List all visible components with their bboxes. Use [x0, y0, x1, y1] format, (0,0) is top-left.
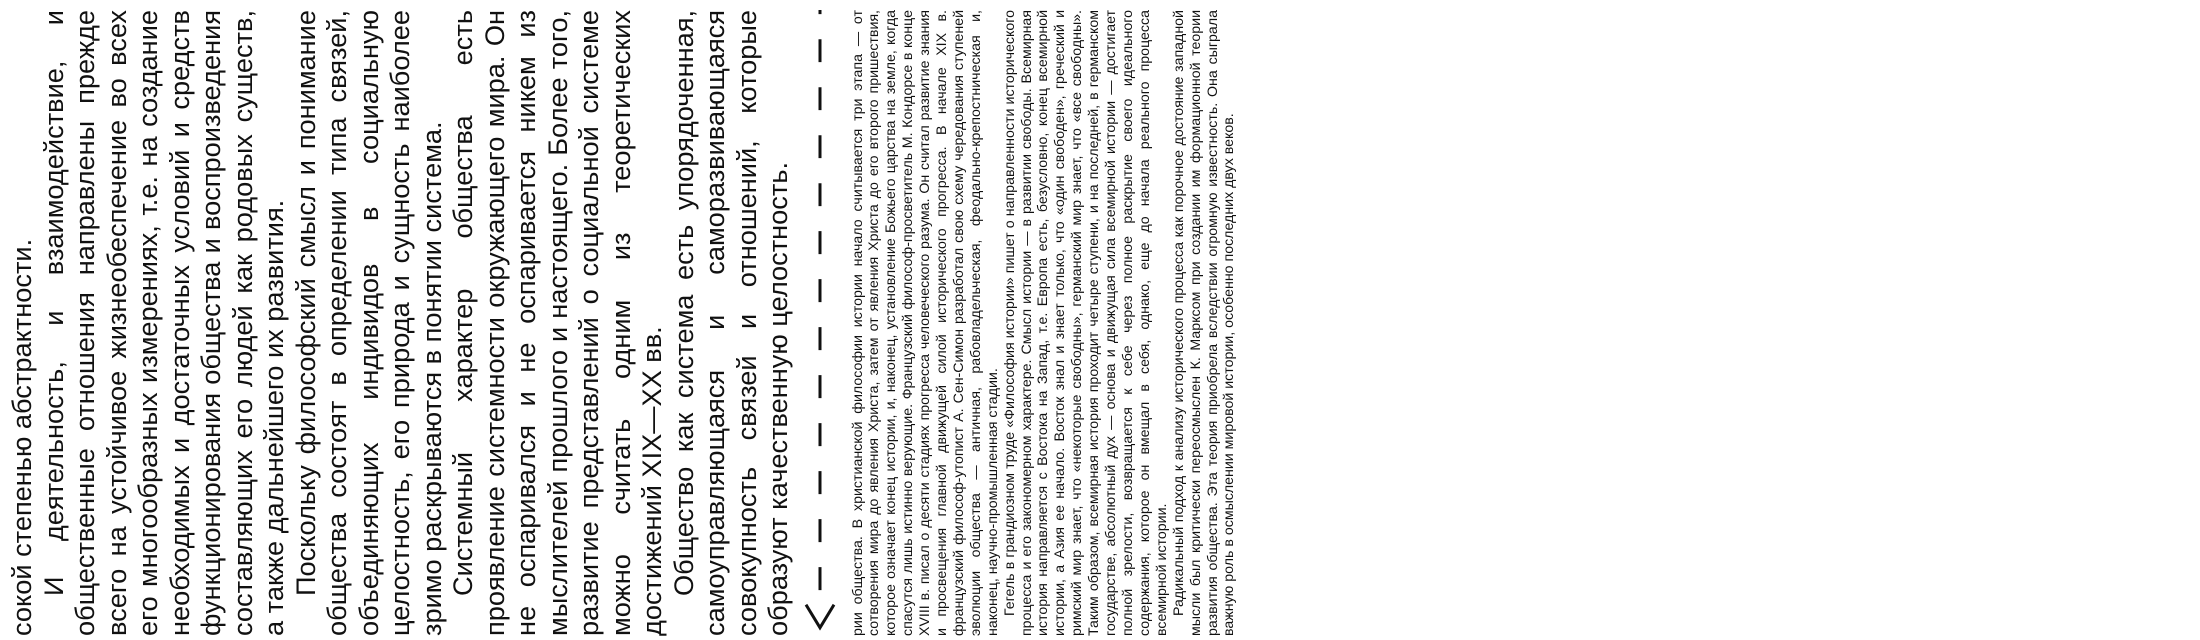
paragraph-1: сокой степенью абстрактности. — [6, 238, 37, 636]
footnote-paragraph-3: Радикальный подход к анализу исторического процесса как порочное достояние западной мысли был критически переосмыслен К. Марксом при создании им формационной теории развития общества. Эта теория приобрела вследствии огромную известность. Она сыграла важную роль в осмыслении мировой истории, особенно последних двух веков. — [1170, 10, 1238, 636]
footnote-paragraph-2: Гегель в грандиозном труде «Философия истории» пишет о направленности исторического процесса и его закономерном характере. Смысл истории — в развитии свободы. Всемирная история направляется с Востока на Запад, т.е. Европа есть, безусловно, конец всемирной истории, а Азия ее начало. Восток знал и знает только, что «один свободен», греческий и римский мир знает, что «некоторые свободны», германский мир знает, что «все свободны». Таким образом, всемирная история проходит четыре ступени, и на последней, в германском государстве, абсолютный дух — основа и движущая сила всемирной истории — достигает полной зрелости, возвращается к себе через полное раскрытие своего идеального содержания, которое он вмещал в себя, однако, еще до начала реального процесса всемирной истории. — [1001, 10, 1170, 636]
dashed-arrow-divider — [796, 10, 844, 636]
paragraph-3: Поскольку философский смысл и понимание общества состоят в определении типа связей, объединяющих индивидов в социальную целостность, его природа и сущность наиболее зримо раскрываются в понятии система. — [289, 10, 447, 636]
footnote-paragraph-1: рии общества. В христианской философии истории начало считывается три этапа — от сотворения мира до явления Христа, затем от явления Христа до его второго пришествия, которое означает конец истории, и, наконец, установление Божьего царства на земле, когда спасутся лишь истинно верующие. Французский философ-просветитель М. Кондорсе в конце XVIII в. писал о десяти стадиях прогресса человеческого разума. Он считал развитие знания и просвещения главной движущей силой исторического прогресса. В начале XIX в. французский философ-утопист А. Сен-Симон разработал свою схему чередования ступеней эволюции общества — античная, рабовладельческая, феодально-крепостническая и, наконец, научно-промышленная стадии. — [849, 10, 1001, 636]
footnote-text — [850, 10, 1239, 636]
paragraph-2: И деятельность, и взаимодействие, и общественные отношения направлены прежде всего на устойчивое жизнеобеспечение во всех его многообразных измерениях, т.е. на создание необходимых и достаточных условий и средств функционирования общества и воспроизведения составляющих его людей как родовых существ, а также дальнейшего их развития. — [37, 10, 289, 636]
main-text — [6, 10, 794, 636]
paragraph-4: Системный характер общества есть проявление системности окружающего мира. Он не оспаривался и не оспаривается никем из мыслителей прошлого и настоящего. Более того, развитие представлений о социальной системе можно считать одним из теоретических достижений XIX—XX вв. — [447, 10, 667, 636]
left-arrow-icon — [800, 10, 840, 636]
paragraph-5: Общество как система есть упорядоченная, самоуправляющаяся и саморазвивающаяся совокупность связей и отношений, которые образуют качественную целостность. — [667, 10, 793, 636]
